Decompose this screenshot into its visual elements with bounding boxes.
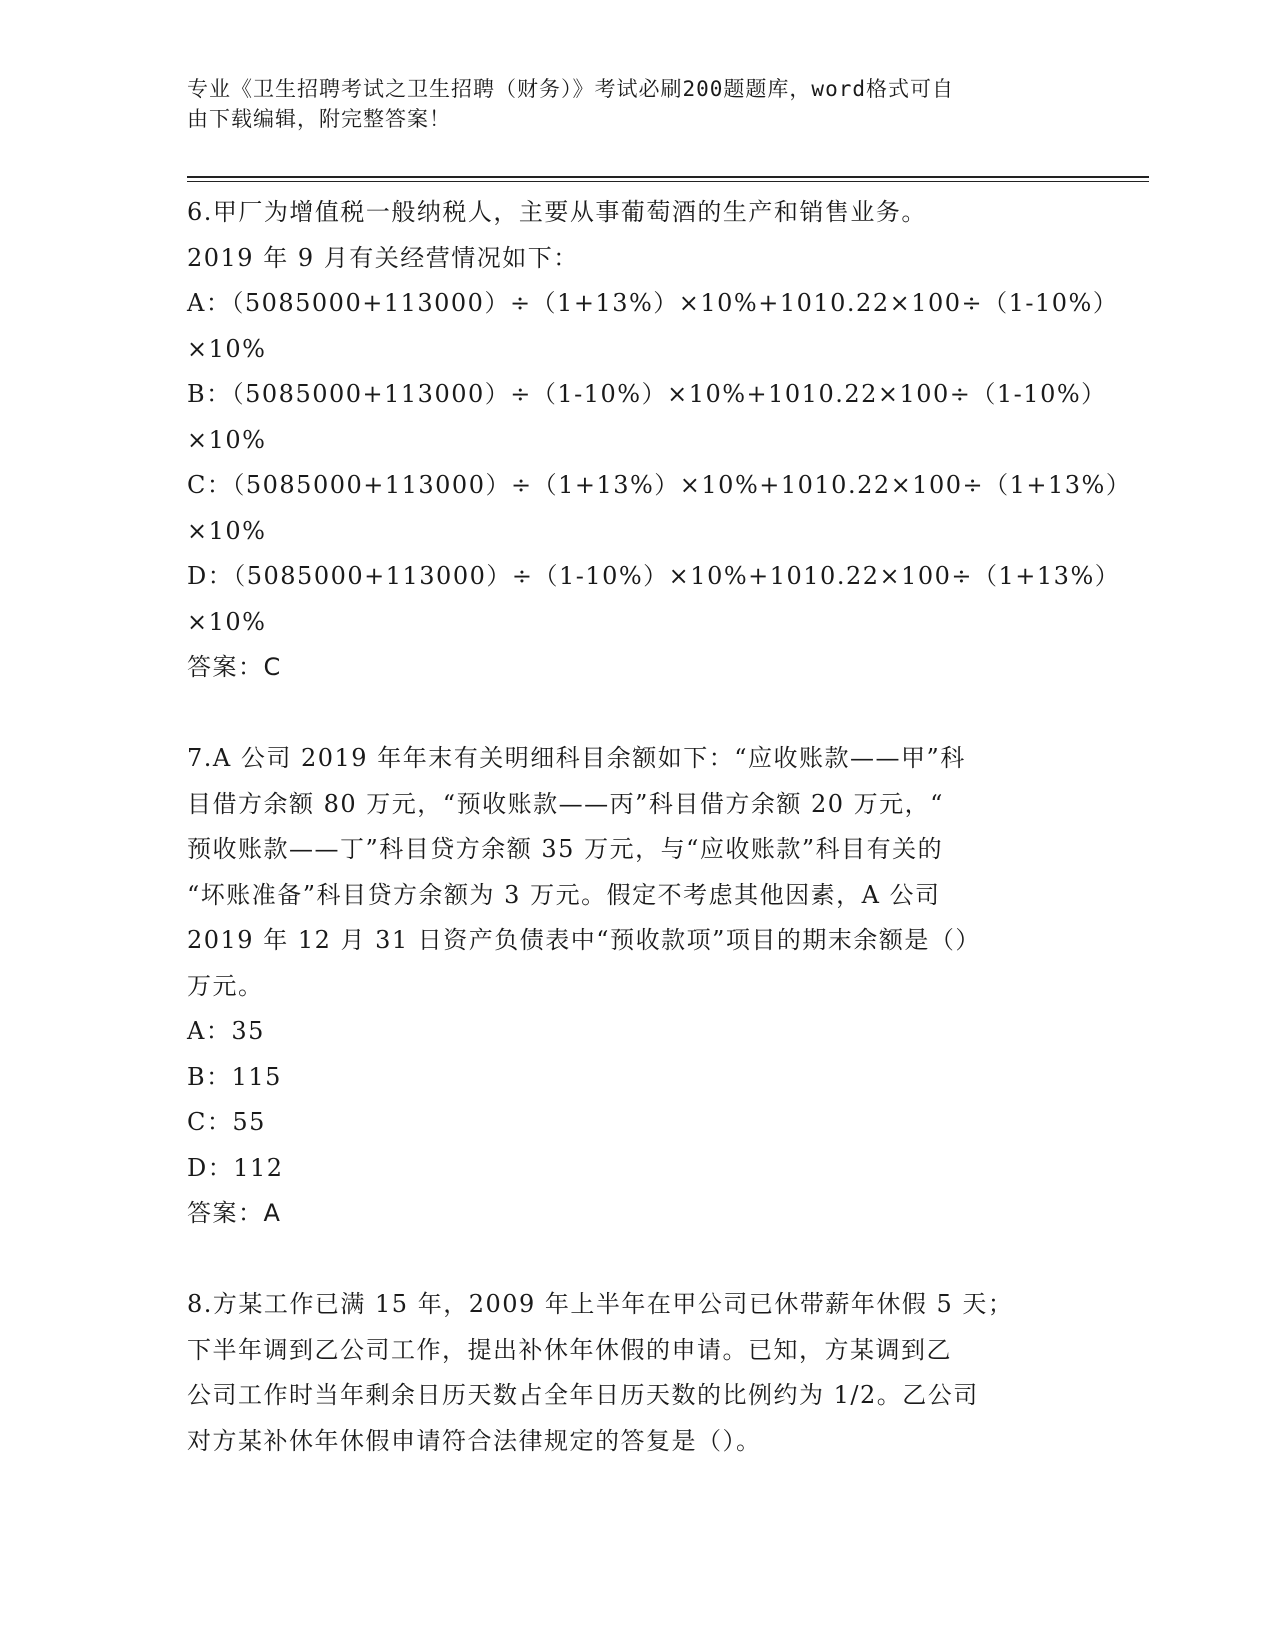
question-stem-line: 2019 年 12 月 31 日资产负债表中“预收款项”项目的期末余额是（）: [187, 926, 981, 954]
option-d-continued: ×10%: [187, 607, 267, 636]
option-b: B：（5085000+113000）÷（1-10%）×10%+1010.22×100÷（1-10%）: [187, 380, 1107, 408]
header-line-1: 专业《卫生招聘考试之卫生招聘（财务）》考试必刷200题题库，word格式可自: [187, 77, 954, 101]
question-stem-line: 对方某补休年休假申请符合法律规定的答复是（）。: [187, 1426, 762, 1455]
question-7: [187, 736, 1087, 1237]
question-stem-line: 下半年调到乙公司工作，提出补休年休假的申请。已知，方某调到乙: [187, 1335, 952, 1364]
question-stem-line: 万元。: [187, 971, 264, 1000]
option-d: D：（5085000+113000）÷（1-10%）×10%+1010.22×100÷（1+13%）: [187, 562, 1121, 590]
option-b-continued: ×10%: [187, 425, 267, 454]
option-d: D：112: [187, 1153, 284, 1182]
question-stem-line: 预收账款——丁”科目贷方余额 35 万元，与“应收账款”科目有关的: [187, 835, 944, 863]
option-b: B：115: [187, 1062, 282, 1091]
question-stem-line: 公司工作时当年剩余日历天数占全年日历天数的比例约为 1/2。乙公司: [187, 1381, 979, 1409]
option-c: C：（5085000+113000）÷（1+13%）×10%+1010.22×100÷（1+13%）: [187, 471, 1132, 499]
question-stem-line: 2019 年 9 月有关经营情况如下：: [187, 243, 579, 272]
question-stem-line: 目借方余额 80 万元，“预收账款——丙”科目借方余额 20 万元，“: [187, 789, 944, 818]
header-rule-thin: [187, 181, 1149, 182]
header-line-2: 由下载编辑，附完整答案！: [187, 107, 451, 131]
question-stem-line: “坏账准备”科目贷方余额为 3 万元。假定不考虑其他因素，A 公司: [187, 880, 941, 909]
spacer: [187, 1237, 1087, 1283]
question-stem-line: 8.方某工作已满 15 年，2009 年上半年在甲公司已休带薪年休假 5 天；: [187, 1290, 1014, 1318]
question-stem-line: 7.A 公司 2019 年年末有关明细科目余额如下：“应收账款——甲”科: [187, 744, 966, 772]
spacer: [187, 691, 1087, 737]
answer-line: 答案：C: [187, 653, 282, 681]
page-header: [187, 74, 1067, 134]
option-a-continued: ×10%: [187, 334, 267, 363]
option-c-continued: ×10%: [187, 516, 267, 545]
question-stem-line: 6.甲厂为增值税一般纳税人，主要从事葡萄酒的生产和销售业务。: [187, 198, 927, 226]
question-content: [187, 190, 1132, 1464]
question-8: [187, 1282, 1087, 1464]
option-a: A：（5085000+113000）÷（1+13%）×10%+1010.22×100÷（1-10%）: [187, 289, 1119, 317]
option-c: C：55: [187, 1108, 266, 1136]
question-6: [187, 190, 1132, 691]
answer-line: 答案：A: [187, 1199, 282, 1227]
option-a: A：35: [187, 1017, 265, 1045]
header-rule: [187, 176, 1149, 178]
